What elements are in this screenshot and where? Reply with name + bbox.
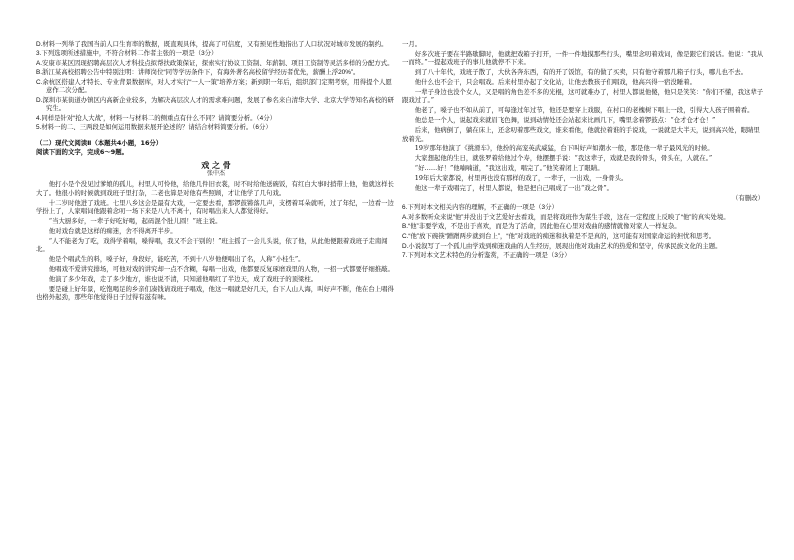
q7-stem: 7.下列对本文艺术特色的分析鉴赏，不正确的一项是（3分） [402,252,571,260]
story-paragraph: 大家想起他的生日，就张罗着给他过个寿，他摆摆手说：“我这辈子，戏就是我的骨头，骨头在，人就在。” [414,154,713,163]
story-paragraph: 19年后大家都说，村里再也没有那样的戏了，一辈子，一出戏，一身骨头。 [414,174,628,183]
story-paragraph: 他总是一个人，说起戏来就眉飞色舞，说到动情处还会站起来比画几下，嘴里念着锣鼓点：“仓才仓才仓！” [414,116,716,125]
story-paragraph: 一辈子身边也没个女人，又是唱的角色差不多的光棍，这可就难办了，村里人都说他傻，他只是笑笑：“你们不懂，我这辈子跟戏过了。” [402,88,764,105]
story-paragraph: “当大厨多好，一辈子好吃好喝，起码混个肚儿圆！”班主说。 [48,217,222,226]
story-paragraph: 到了八十年代，戏班子散了，大伙各奔东西，有的开了饭馆，有的做了买卖，只有他守着那几箱子行头，哪儿也不去。 [414,68,748,77]
q6-option-d: D.小说叙写了一个孤儿由学戏到痴迷戏曲的人生经历，展现出他对戏曲艺术的热爱和坚守，传承民族文化的主题。 [402,242,722,250]
story-paragraph: 他对戏台就是这样的痴迷，舍不得离开半步。 [48,226,177,235]
story-paragraph: “好……好！”他喃喃道，“我这出戏，唱完了。”他笑着闭上了眼睛。 [414,164,604,173]
story-paragraph: 他这一辈子戏唱完了，村里人都说，他是把自己唱成了一出“戏之骨”。 [414,184,614,193]
q6-option-b: B.“他”非要学戏，不是出于喜欢，而是为了活命，因此他在心里对戏曲的感情就像对家人一样复杂。 [402,223,681,231]
q6-option-c: C.“他”放下碗筷“蹭蹭两步就到台上”，“他”对戏班的痴迷和执着是不是真的，这可能有对国家命运的担忧和思考。 [402,233,716,240]
q5-stem: 5.材料一的二、三两段是如何运用数据来展开论述的？请结合材料简要分析。（6分） [36,124,272,132]
story-paragraph: 他打小是个没见过爹娘的孤儿，村里人可怜他，给他几件旧衣裳，时不时给他送碗饭，有红白大事时捎带上他，他就这样长大了。他很小的时候就到戏班子里打杂，二老也算是对他有些照顾，才让他学了几句戏。 [36,180,394,197]
story-paragraph: 十二岁时他进了戏班。七里八乡这会是最有大戏，一定要去看，那锣鼓锵落几声，支楞着耳朵就听，过了年纪，一边看一边学扮上了，人家唱词他跟着念叨一场下来是八九不离十，有时唱出来人人都觉得好。 [36,198,394,216]
q6-option-a: A.对多数听众来说“他”并没出于文艺爱好去看戏，而是将戏班作为谋生手段，这在一定程度上反映了“他”的真实处境。 [402,213,730,221]
story-paragraph: 他什么也不会干，只会唱戏。后来村里办起了文化站，让他去教孩子们唱戏，他高兴得一宿没睡着。 [414,78,696,87]
story-paragraph: 一月。 [402,40,422,48]
story-paragraph: 他是个唱武生的料，嗓子好，身段好，能吃苦，不到十八岁他便唱出了名，人称“小桂生”。 [48,255,305,264]
story-paragraph: 19岁那年他演了《挑滑车》，他扮的高宠英武威猛，台下叫好声如潮水一般，那是他一辈子最风光的时候。 [414,144,714,153]
section-instruction: 阅读下面的文字，完成6～9题。 [36,148,128,157]
q3-stem: 3.下列选项所述措施中，不符合材料二作者主张的一项是（3分） [36,50,218,58]
q4-stem: 4.同样是针对“抢人大战”，材料一与材料二的侧重点有什么不同？请简要分析。（4分） [36,115,277,122]
q3-option-d: D.深圳市某街道办镇区内高新企业较多，为解决高层次人才的需求难问题，发展了参名来自清华大学、北京大学等知名高校的研究生。 [36,97,394,113]
story-title: 戏 之 骨 [201,159,231,170]
story-paragraph: 后来，他病倒了，躺在床上，还念叨着那些戏文，谁来看他，他就拉着谁的手说戏，一说就是大半天，说到高兴处，眼睛里放着光。 [402,126,760,143]
q6-stem: 6.下列对本文相关内容的理解，不正确的一项是（3分） [402,204,558,212]
story-paragraph: 他演了多少年戏，走了多少地方，谁也说不清，只知道他唱红了半边天，成了戏班子的顶梁柱。 [48,275,318,283]
q2-option-d: D.材料一列举了我国当前人口生育率的数据，既直观具体，提高了可信度，又有预见性地指出了人口状况对城市发展的制约。 [36,41,388,48]
story-paragraph: 他老了，嗓子也不如从前了，可每逢过年过节，他还是要穿上戏服，在村口的老槐树下唱上一段，引得大人孩子围着看。 [414,106,754,115]
q3-option-c: C.余杭区搭建人才特长、专业背景数据库，对人才实行“一人一策”培养方案；新到职一年后，组织部门定期考察，用得提个人愿意作二次分配。 [36,79,392,95]
right-column [402,40,764,262]
story-paragraph: 要是碰上好年景，吃饱喝足的乡亲们凑钱请戏班子唱戏，他这一唱就是好几天，台下人山人海，叫好声不断，他在台上唱得也格外起劲，那些年他觉得日子过得有滋有味。 [36,284,394,302]
left-column [36,40,396,303]
story-paragraph: “人不能老为了吃，戏得学着唱，嗓得唱，我又不会干别的！”班主摇了一会儿头说，依了他，从此他便跟着戏班子走南闯北。 [36,236,388,254]
story-paragraph: 他唱戏不爱讲究排场，可他对戏的讲究却一点不含糊，每唱一出戏，他都要反复琢磨戏里的人物，一招一式都要仔细推敲。 [48,265,394,274]
story-paragraph: 好多次班子要在半路歇脚时，他就把戏箱子打开，一件一件地摸那些行头，嘴里念叨着戏词，像是跟它们说话。他说：“我从一而终。”一提起戏班子的事儿他就停不下来。 [402,49,764,67]
source-note: （有删改） [732,194,764,202]
section-header: （二）现代文阅读Ⅱ（本题共4小题，16分） [36,138,163,147]
story-author: 张中杰 [206,170,225,178]
q3-option-a: A.安康市某区因现招聘高层次人才科技点拟帮扶政策保证，探索实行协议工资制、年薪制、项目工资制等灵活多样的分配方式。 [36,59,394,67]
q3-option-b: B.浙江某高校招聘公告中特别注明：讲师岗位“同等学历条件下，有海外著名高校留学经历者优先，薪酬上浮20%”。 [36,69,360,77]
